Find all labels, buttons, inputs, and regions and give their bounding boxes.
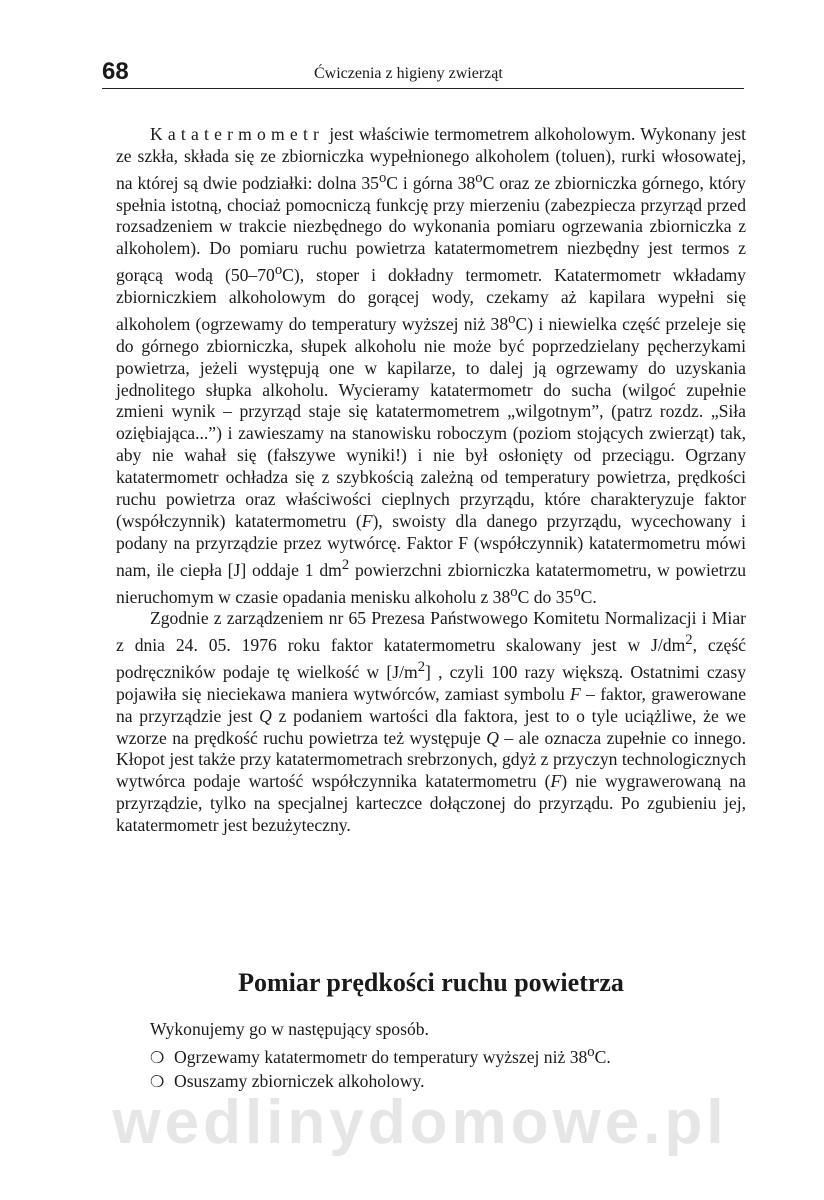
section-heading: Pomiar prędkości ruchu powietrza	[238, 968, 624, 997]
p1-text: jest właściwie termometrem alkoholowym. Wykonany jest ze szkła, składa się ze zbiorniczka wypełnionego alkoholem (toluen), rurki włosowatej, na której są dwie podziałki: dolna 35	[116, 124, 746, 193]
symbol-q: Q	[259, 705, 272, 726]
section-intro: Wykonujemy go w następujący sposób.	[150, 1019, 429, 1039]
degree-sign: o	[587, 1044, 595, 1060]
degree-sign: o	[573, 583, 581, 600]
list-item	[150, 1070, 611, 1094]
circle-bullet-icon: ❍	[150, 1073, 165, 1091]
degree-sign: o	[508, 310, 516, 327]
p2-text: ) nie wygrawerowaną na przyrządzie, tylko na specjalnej karteczce dołączonej do przyrządu. Po zgubieniu jej, katatermometr jest bezużyteczny.	[116, 771, 746, 836]
symbol-q: Q	[486, 727, 499, 748]
symbol-f: F	[569, 683, 581, 704]
p2-text: z podaniem wartości dla faktora, jest to o tyle uciążliwe, że we wzorze na prędkość ruchu powietrza też występuje	[116, 705, 746, 748]
p2-text: – ale oznacza zupełnie co innego. Kłopot jest także przy katatermometrach srebrzonych, gdyż z przyczyn technologicznych wytwórca podaje wartość współczynnika katatermometru (	[116, 727, 746, 792]
squared-sign: 2	[417, 659, 426, 675]
degree-sign: o	[510, 583, 518, 600]
squared-sign: 2	[341, 556, 350, 573]
watermark: wedlinydomowe.pl	[112, 1088, 728, 1157]
p2-text: – faktor, grawerowane na przyrządzie jest	[116, 683, 746, 726]
symbol-f: F	[361, 510, 373, 531]
page-number: 68	[102, 58, 129, 85]
circle-bullet-icon: ❍	[150, 1049, 165, 1067]
p1-text: C do 35	[517, 586, 574, 607]
page-header	[102, 56, 744, 89]
symbol-f: F	[550, 771, 562, 792]
paragraph-faktor	[116, 608, 746, 837]
p1-text: ), swoisty dla danego przyrządu, wycechowany i podany na przyrządzie przez wytwórcę. Faktor F (współczynnik) katatermometru mówi nam, ile ciepła [J] oddaje 1 dm	[116, 510, 747, 580]
running-title: Ćwiczenia z higieny zwierząt	[314, 65, 503, 82]
degree-sign: o	[378, 169, 387, 186]
degree-sign: o	[274, 262, 283, 279]
steps-list	[150, 1041, 611, 1094]
degree-sign: o	[475, 169, 483, 186]
step-text: Osuszamy zbiorniczek alkoholowy.	[174, 1070, 425, 1091]
p2-text: Zgodnie z zarządzeniem nr 65 Prezesa Państwowego Komitetu Normalizacji i Miar z dnia 24. 05. 1976 roku faktor katatermometru skalowany jest w J/dm	[116, 608, 746, 656]
paragraph-katatermometr	[116, 124, 746, 608]
p1-text: C i górna 38	[386, 172, 476, 193]
step-text	[174, 1041, 611, 1069]
step-text-part: C.	[594, 1046, 611, 1067]
term-katatermometr: Katatermometr	[150, 124, 325, 144]
p2-text: ] , czyli 100 razy większą. Ostatnimi czasy pojawiła się nieciekawa maniera wytwórców, zamiast symbolu	[116, 661, 746, 704]
p1-text: C.	[580, 586, 597, 607]
p1-text: C), stoper i dokładny termometr. Katatermometr wkładamy zbiorniczkiem alkoholowym do gorącej wody, czekamy aż kapilara wypełni się alkoholem (ogrzewamy do temperatury wyższej niż 38	[116, 265, 746, 334]
p1-text: powierzchni zbiorniczka katatermometru, w powietrzu nieruchomym w czasie opadania menisku alkoholu z 38	[116, 559, 747, 607]
squared-sign: 2	[685, 632, 693, 649]
list-item	[150, 1041, 611, 1070]
body-text	[116, 124, 746, 837]
p1-text: C oraz ze zbiorniczka górnego, który spełnia istotną, chociaż pomocniczą funkcję przy mierzeniu (zabezpiecza przyrząd przed rozsadzeniem w trakcie niezbędnego do wykonania pomiaru ogrzewania zbiorniczka z alkoholem). Do pomiaru ruchu powietrza katatermometrem niezbędny jest termos z gorącą wodą (50–70	[116, 172, 746, 286]
p1-text: C) i niewielka część przeleje się do górnego zbiorniczka, słupek alkoholu nie może być poprzedzielany pęcherzykami powietrza, jeżeli występują one w kapilarze, to dalej ją ogrzewamy do uzyskania jednolitego słupka alkoholu. Wycieramy katatermometr do sucha (wilgoć zupełnie zmieni wynik – przyrząd staje się katatermometrem „wilgotnym”, (patrz rozdz. „Siła oziębiająca...”) i zawieszamy na stanowisku roboczym (poziom stojących zwierząt) tak, aby nie wahał się (fałszywe wyniki!) i nie był osłonięty od przeciągu. Ogrzany katatermometr ochładza się z szybkością zależną od temperatury powietrza, prędkości ruchu powietrza oraz właściwości cieplnych przyrządu, które charakteryzuje faktor (współczynnik) katatermometru (	[116, 313, 746, 531]
step-text-part: Ogrzewamy katatermometr do temperatury wyższej niż 38	[174, 1046, 588, 1067]
p2-text: , część podręczników podaje tę wielkość w [J/m	[116, 635, 746, 682]
